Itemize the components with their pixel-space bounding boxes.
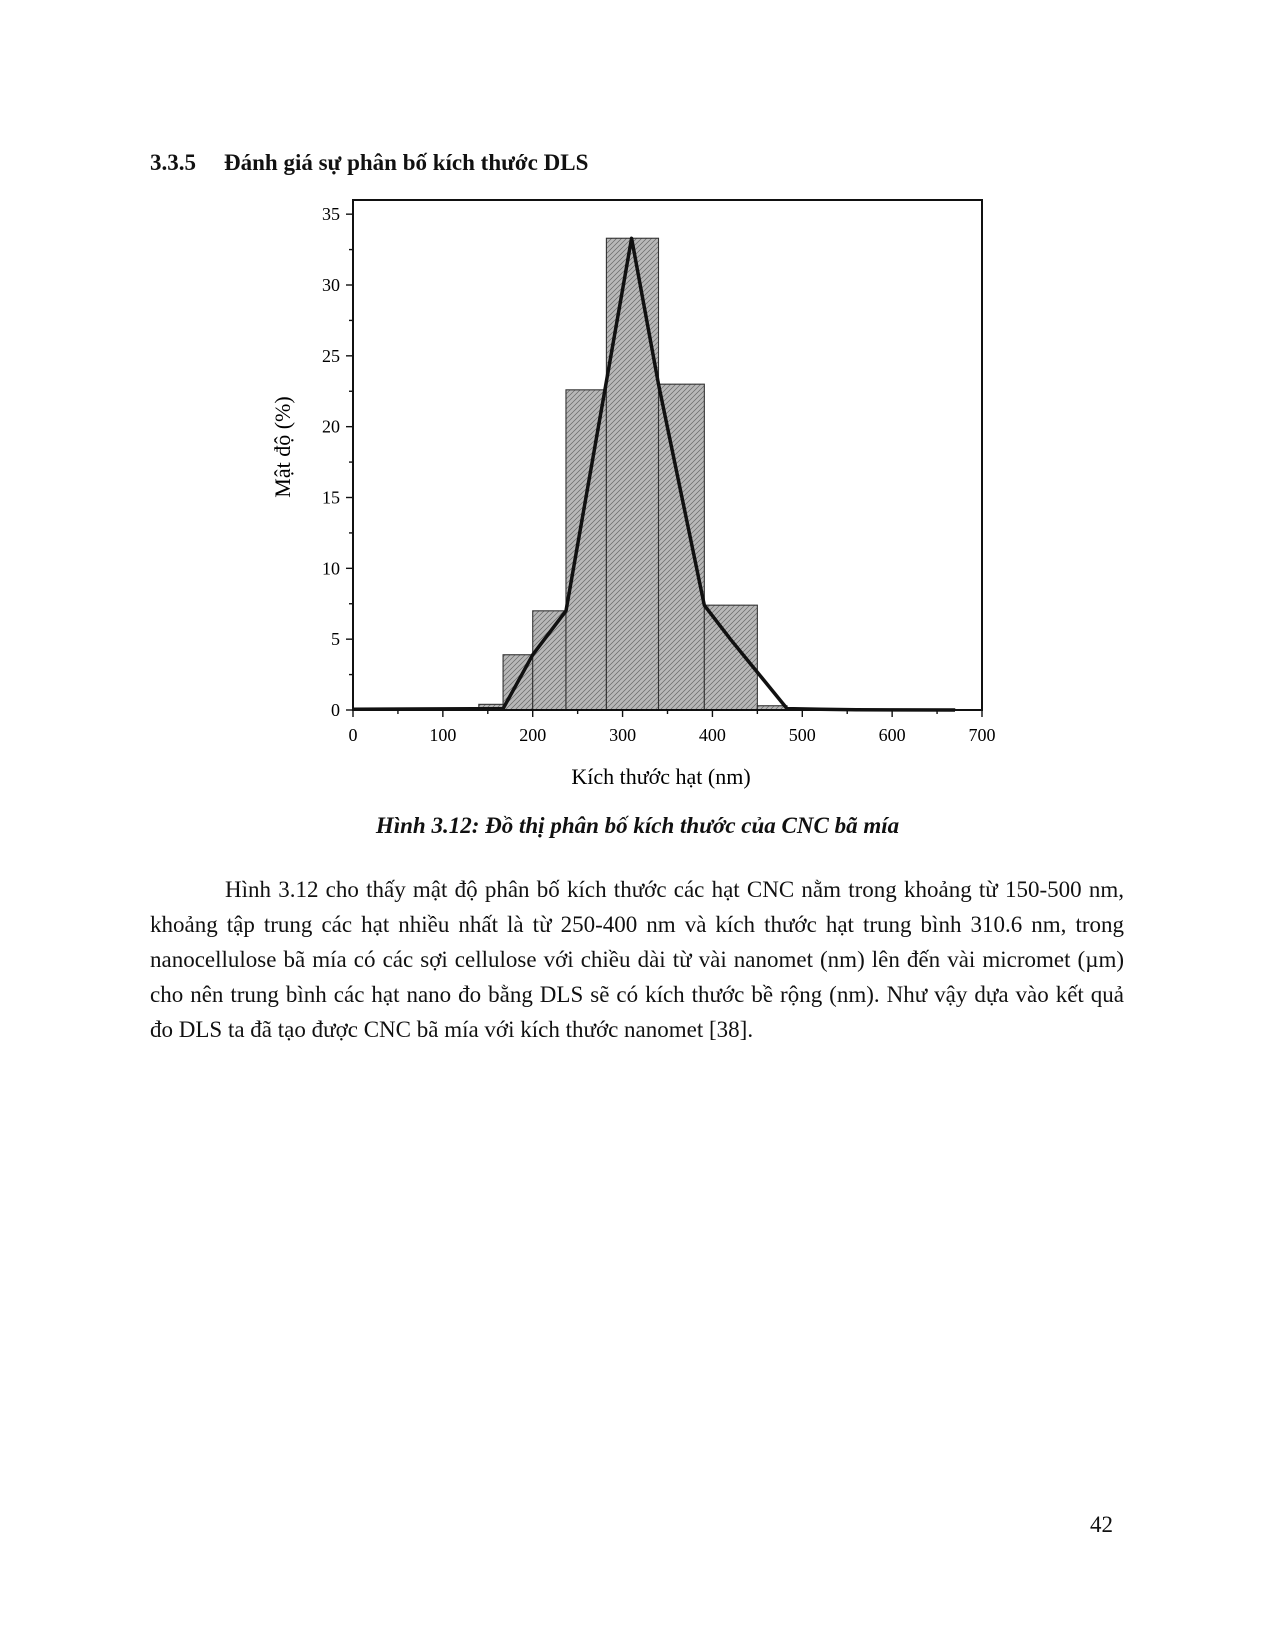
x-tick-label: 500 [788,725,816,745]
paragraph-text: Hình 3.12 cho thấy mật độ phân bố kích thước các hạt CNC nằm trong khoảng từ 150-500 nm, khoảng tập trung các hạt nhiều nhất là từ 250-400 nm và kích thước hạt trung bình 310.6 nm, trong nanocellulose bã mía có các sợi cellulose với chiều dài từ vài nanomet (nm) lên đến vài micromet (µm) cho nên trung bình các hạt nano đo bằng DLS sẽ có kích thước bề rộng (nm). Như vậy dựa vào kết quả đo DLS ta đã tạo được CNC bã mía với kích thước nanomet [38]. [150,877,1124,1042]
y-tick-label: 20 [322,416,340,437]
x-tick-label: 100 [429,725,457,745]
y-tick-label: 35 [322,204,340,225]
x-axis-label: Kích thước hạt (nm) [571,764,751,789]
x-tick-label: 400 [698,725,726,745]
histogram-bar-3 [533,611,566,710]
histogram-bar-4 [566,390,606,710]
y-tick-label: 25 [322,345,340,366]
histogram-bar-5 [606,238,658,710]
histogram-bar-7 [704,605,757,710]
x-tick-label: 600 [878,725,906,745]
x-tick-label: 0 [348,725,358,745]
section-title: Đánh giá sự phân bố kích thước DLS [224,150,589,175]
figure-caption: Hình 3.12: Đồ thị phân bố kích thước của CNC bã mía [375,813,900,838]
y-tick-label: 10 [322,558,340,579]
x-tick-label: 200 [519,725,547,745]
page-number: 42 [1090,1512,1113,1537]
y-axis-label: Mật độ (%) [270,396,295,498]
y-tick-label: 15 [322,487,340,508]
x-tick-label: 300 [609,725,637,745]
y-tick-label: 30 [322,275,340,295]
y-tick-label: 0 [331,700,340,720]
histogram-bar-6 [659,384,705,710]
section-number: 3.3.5 [150,150,196,175]
x-tick-label: 700 [968,725,996,745]
size-distribution-chart [0,0,1275,800]
body-paragraph [150,872,1124,1047]
y-tick-label: 5 [331,629,340,650]
